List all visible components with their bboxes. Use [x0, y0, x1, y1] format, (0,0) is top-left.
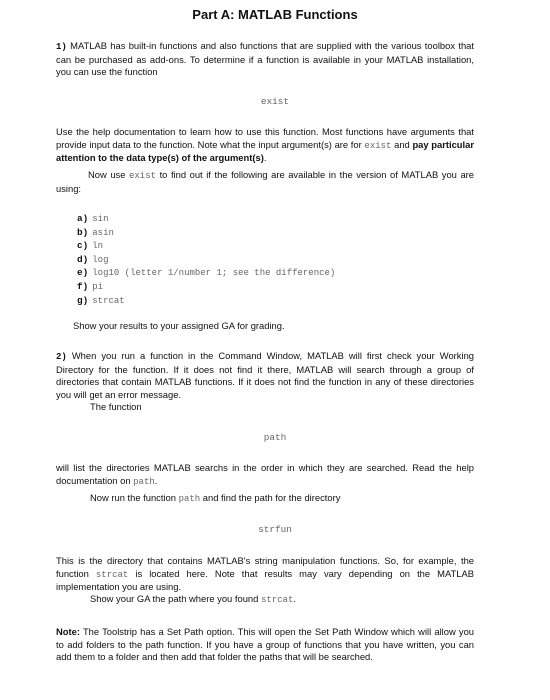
show-ga-code: strcat [260, 595, 294, 605]
list-item-text: log10 (letter 1/number 1; see the difference) [92, 268, 336, 279]
now-use-part-b: to find out if the following are available in the version of MATLAB you are using: [56, 169, 474, 194]
now-run-code: path [178, 494, 201, 504]
will-list-text [56, 462, 474, 488]
show-ga-end: . [293, 593, 296, 604]
list-item-label: f) [77, 280, 89, 292]
section1-now-use [56, 169, 474, 195]
section2-intro [56, 350, 474, 401]
help-text-bold: pay particular attention to the data type(s) of the argument(s) [56, 138, 474, 164]
list-item [77, 280, 335, 294]
section2-intro-text: When you run a function in the Command Window, MATLAB will first check your Working Directory for the function. If it does not find it there, MATLAB will search through a group of directories that contain MATLAB functions. If it does not find the function in any of these directories you will get an error message. [56, 350, 474, 400]
will-list-code: path [133, 476, 155, 487]
show-results-text: Show your results to your assigned GA for grading. [73, 320, 285, 331]
show-ga-part-a: Show your GA the path where you found [90, 593, 261, 604]
section2-number: 2) [56, 352, 67, 362]
note-text: The Toolstrip has a Set Path option. This will open the Set Path Window which will allow you to add folders to the path function. If you have a group of functions that you have written, you can add them to a folder and then add that folder the paths that will be searched. [56, 626, 474, 663]
now-use-part-a: Now use [88, 169, 129, 180]
page-title: Part A: MATLAB Functions [192, 7, 358, 22]
help-text-end: . [263, 152, 267, 164]
this-is-code: strcat [95, 569, 129, 580]
section1-intro [56, 40, 474, 79]
help-text-code: exist [364, 140, 392, 151]
list-item-text: sin [92, 214, 109, 224]
the-function-text: The function [90, 401, 142, 412]
list-item-label: e) [77, 267, 89, 279]
note-label: Note: [56, 626, 80, 637]
now-run-part-a: Now run the function [90, 492, 179, 503]
now-run-text [90, 492, 480, 506]
list-item [77, 253, 335, 267]
show-ga-text [90, 593, 480, 607]
list-item [77, 239, 335, 253]
list-item-label: b) [77, 226, 89, 238]
this-is-part-b: is located here. Note that results may vary depending on the MATLAB implementation you are using. [56, 567, 474, 593]
list-item [77, 212, 335, 226]
list-item [77, 226, 335, 240]
list-item-text: log [92, 254, 109, 265]
help-text-part-b: and [391, 138, 413, 150]
list-item-label: a) [77, 213, 89, 224]
list-item-label: c) [77, 240, 89, 252]
list-item [77, 294, 335, 308]
list-item-label: d) [77, 253, 89, 265]
will-list-end: . [154, 474, 158, 486]
list-item-text: ln [92, 241, 104, 252]
code-exist: exist [260, 96, 290, 107]
will-list-part-a: will list the directories MATLAB searchs in the order in which they are searched. Read the help documentation on [56, 462, 474, 486]
section1-intro-text: MATLAB has built-in functions and also functions that are supplied with the various toolbox that can be purchased as add-ons. To determine if a function is available in your MATLAB installation, you can use the function [56, 40, 474, 78]
help-text-part-a: Use the help documentation to learn how to use this function. Most functions have arguments that provide input data to the function. Note what the input argument(s) are for [56, 126, 474, 150]
now-run-part-b: and find the path for the directory [200, 492, 341, 503]
code-path: path [263, 432, 287, 443]
list-item-text: asin [92, 227, 114, 238]
section1-help-text [56, 126, 474, 165]
this-is-text [56, 555, 474, 594]
this-is-part-a: This is the directory that contains MATLAB's string manipulation functions. So, for example, the function [56, 555, 474, 579]
list-item [77, 266, 335, 280]
function-check-list [77, 212, 335, 307]
note-paragraph [56, 626, 474, 664]
now-use-code: exist [129, 171, 157, 181]
section1-number: 1) [56, 42, 67, 52]
code-strfun: strfun [258, 524, 292, 535]
list-item-label: g) [77, 294, 89, 306]
list-item-text: pi [92, 281, 104, 292]
list-item-text: strcat [92, 295, 125, 306]
